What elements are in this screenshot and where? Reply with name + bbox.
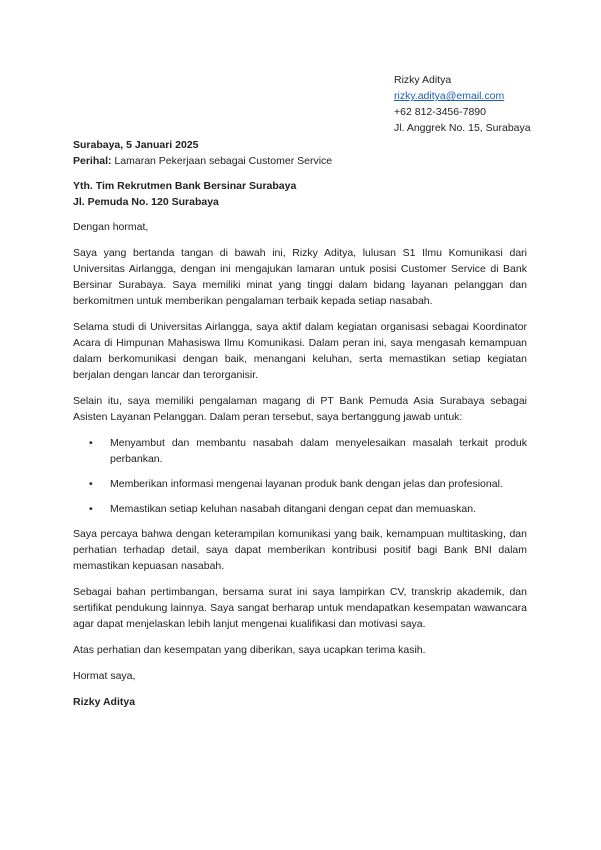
paragraph-skills: Saya percaya bahwa dengan keterampilan komunikasi yang baik, kemampuan multitasking, dan perhatian terhadap detail, saya dapat memberikan kontribusi positif bagi Bank BNI dalam memastikan kepuasan nasabah. bbox=[73, 528, 527, 572]
list-item bbox=[73, 501, 527, 517]
recipient-name: Yth. Tim Rekrutmen Bank Bersinar Surabaya bbox=[73, 180, 297, 192]
subject-label: Perihal: bbox=[73, 155, 112, 167]
duty-text: Memastikan setiap keluhan nasabah ditangani dengan cepat dan memuaskan. bbox=[110, 503, 476, 515]
letter-subject bbox=[73, 153, 527, 169]
bullet-icon: • bbox=[89, 437, 93, 449]
list-item bbox=[73, 435, 527, 467]
sender-phone: +62 812-3456-7890 bbox=[394, 106, 486, 118]
signature-name: Rizky Aditya bbox=[73, 696, 136, 708]
letter-body bbox=[73, 137, 527, 710]
paragraph-intro: Saya yang bertanda tangan di bawah ini, Rizky Aditya, lulusan S1 Ilmu Komunikasi dari Universitas Airlangga, dengan ini mengajukan lamaran untuk posisi Customer Service di Bank Bersinar Surabaya. Saya memiliki minat yang tinggi dalam bidang layanan pelanggan dan berkomitmen untuk memberikan pengalaman terbaik kepada setiap nasabah. bbox=[73, 247, 527, 307]
sender-address: Jl. Anggrek No. 15, Surabaya bbox=[394, 122, 531, 134]
paragraph-attachments: Sebagai bahan pertimbangan, bersama surat ini saya lampirkan CV, transkrip akademik, dan sertifikat pendukung lainnya. Saya sangat berharap untuk mendapatkan kesempatan wawancara agar dapat menjelaskan lebih lanjut mengenai kualifikasi dan motivasi saya. bbox=[73, 586, 527, 630]
salutation: Dengan hormat, bbox=[73, 221, 149, 233]
sender-block bbox=[394, 72, 531, 136]
paragraph-internship: Selain itu, saya memiliki pengalaman magang di PT Bank Pemuda Asia Surabaya sebagai Asisten Layanan Pelanggan. Dalam peran tersebut, saya bertanggung jawab untuk: bbox=[73, 395, 527, 423]
bullet-icon: • bbox=[89, 503, 93, 515]
duty-text: Memberikan informasi mengenai layanan produk bank dengan jelas dan profesional. bbox=[110, 478, 503, 490]
subject-text: Lamaran Pekerjaan sebagai Customer Service bbox=[111, 155, 333, 167]
list-item bbox=[73, 476, 527, 492]
letter-date: Surabaya, 5 Januari 2025 bbox=[73, 139, 199, 151]
duties-list bbox=[73, 435, 527, 517]
sender-email-link[interactable]: rizky.aditya@email.com bbox=[394, 90, 505, 102]
closing: Hormat saya, bbox=[73, 670, 136, 682]
sender-name: Rizky Aditya bbox=[394, 74, 452, 86]
duty-text: Menyambut dan membantu nasabah dalam menyelesaikan masalah terkait produk perbankan. bbox=[110, 437, 527, 465]
bullet-icon: • bbox=[89, 478, 93, 490]
recipient-address: Jl. Pemuda No. 120 Surabaya bbox=[73, 196, 219, 208]
paragraph-organization: Selama studi di Universitas Airlangga, saya aktif dalam kegiatan organisasi sebagai Koordinator Acara di Himpunan Mahasiswa Ilmu Komunikasi. Dalam peran ini, saya mengasah kemampuan dalam berkomunikasi dengan baik, menangani keluhan, serta memastikan setiap kegiatan berjalan dengan lancar dan terorganisir. bbox=[73, 321, 527, 381]
paragraph-thanks: Atas perhatian dan kesempatan yang diberikan, saya ucapkan terima kasih. bbox=[73, 644, 426, 656]
